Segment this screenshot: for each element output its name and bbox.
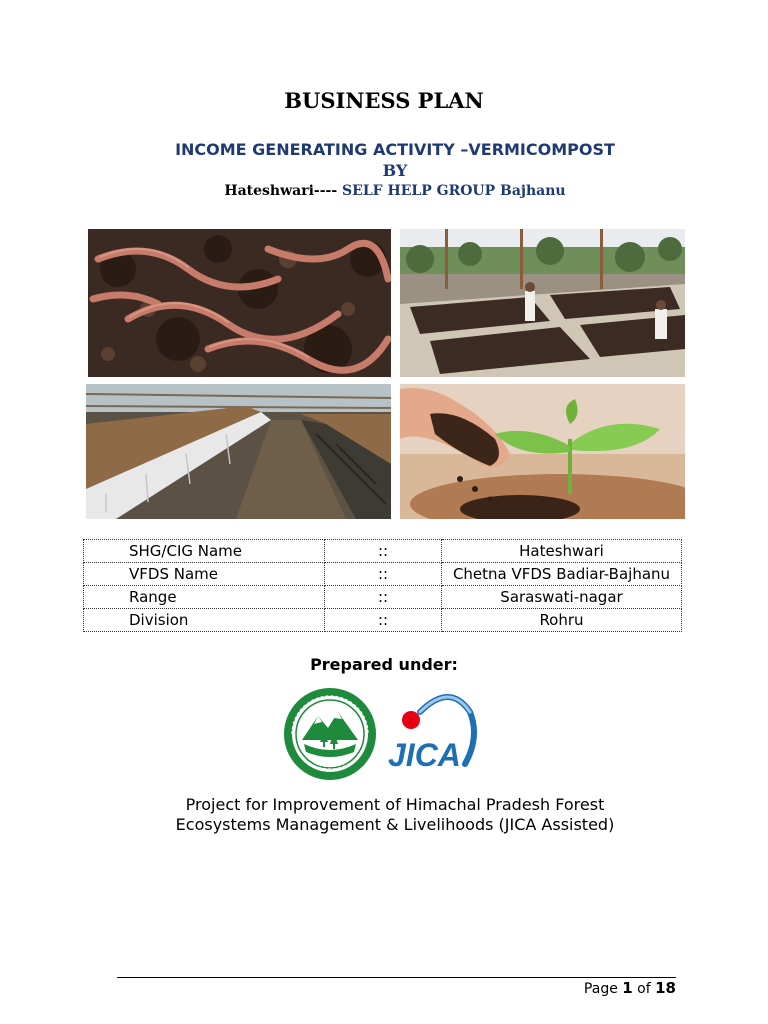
row-value: Rohru <box>442 609 682 632</box>
page-total: 18 <box>655 979 676 997</box>
row-separator: :: <box>325 586 442 609</box>
page-number <box>584 979 676 997</box>
hand-soil-seedling-photo <box>400 384 685 519</box>
jica-logo-text: JICA <box>388 737 461 773</box>
group-type: SELF HELP GROUP Bajhanu <box>342 183 566 199</box>
logos <box>270 682 510 786</box>
table-row <box>84 586 682 609</box>
forest-department-seal-icon <box>284 688 376 780</box>
row-separator: :: <box>325 563 442 586</box>
info-table <box>83 539 682 632</box>
activity-subtitle: INCOME GENERATING ACTIVITY –VERMICOMPOST <box>175 140 615 159</box>
row-separator: :: <box>325 609 442 632</box>
row-separator: :: <box>325 540 442 563</box>
row-value: Chetna VFDS Badiar-Bajhanu <box>442 563 682 586</box>
page-word: Page <box>583 981 618 997</box>
group-line <box>0 183 768 199</box>
table-row <box>84 563 682 586</box>
document-title: BUSINESS PLAN <box>284 88 484 113</box>
project-description <box>0 795 768 835</box>
jica-logo-icon <box>388 697 474 773</box>
row-label: VFDS Name <box>84 563 325 586</box>
group-name: Hateshwari---- <box>224 183 338 199</box>
row-label: Range <box>84 586 325 609</box>
row-value: Hateshwari <box>442 540 682 563</box>
project-line-2: Ecosystems Management & Livelihoods (JICA Assisted) <box>175 815 615 834</box>
of-word: of <box>637 981 651 997</box>
project-line-1: Project for Improvement of Himachal Pradesh Forest <box>185 795 605 814</box>
earthworms-photo <box>88 229 391 377</box>
compost-beds-photo <box>400 229 685 377</box>
row-label: Division <box>84 609 325 632</box>
prepared-under-label: Prepared under: <box>310 655 458 674</box>
row-value: Saraswati-nagar <box>442 586 682 609</box>
table-row <box>84 609 682 632</box>
footer-divider <box>117 977 676 978</box>
table-row <box>84 540 682 563</box>
page-current: 1 <box>622 979 633 997</box>
vermicompost-shed-photo <box>86 384 391 519</box>
row-label: SHG/CIG Name <box>84 540 325 563</box>
by-label: BY <box>382 161 408 180</box>
